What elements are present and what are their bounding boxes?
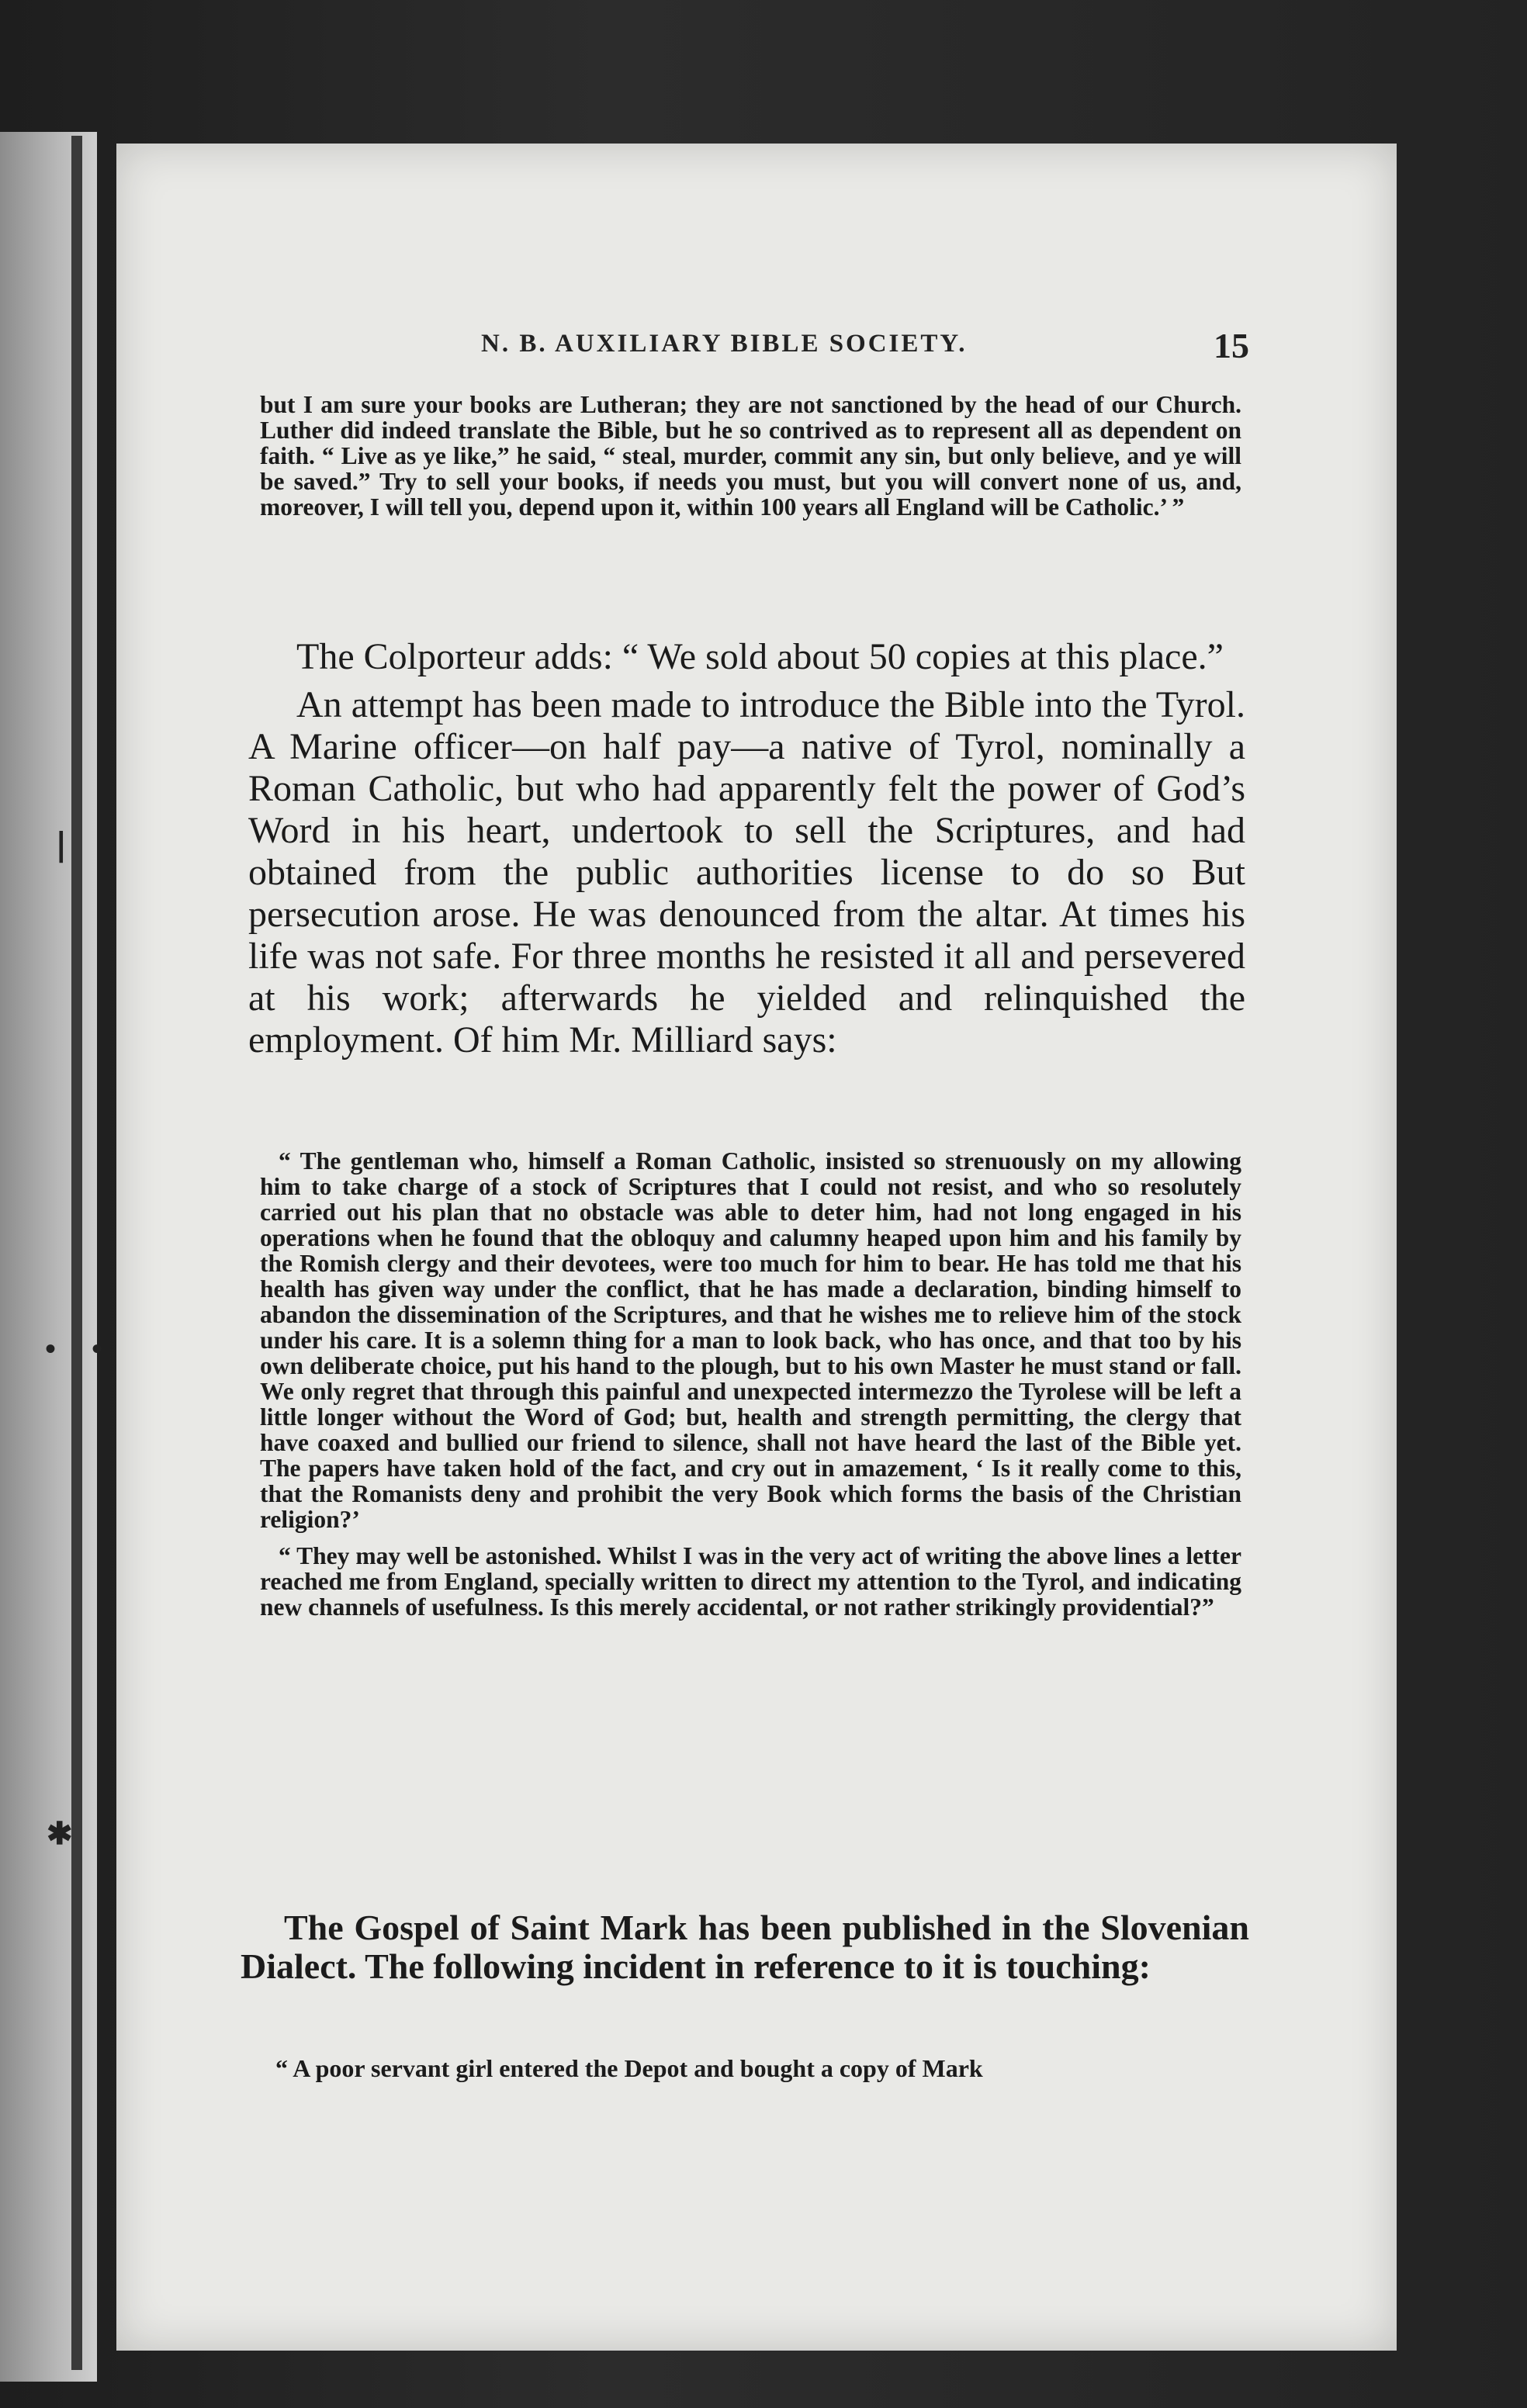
margin-mark: • xyxy=(92,1331,103,1366)
paragraph: The Gospel of Saint Mark has been published in the Slovenian Dialect. The following incident in reference to it is touching: xyxy=(241,1908,1249,1986)
quote-block xyxy=(260,1148,1241,1631)
margin-mark: ✱ xyxy=(47,1816,73,1851)
facing-page-edge xyxy=(0,132,97,2382)
body-text-block xyxy=(248,636,1245,1061)
quote-paragraph: but I am sure your books are Lutheran; they are not sanctioned by the head of our Church. Luther did indeed translate the Bible, but he so contrived as to represent all as dependent on faith. “ Live as ye like,” he said, “ steal, murder, commit any sin, but only believe, and ye will be saved.” Try to sell your books, if needs you must, but you will convert none of us, and, moreover, I will tell you, depend upon it, within 100 years all England will be Catholic.’ ” xyxy=(260,391,1241,521)
margin-mark: • xyxy=(45,1331,57,1366)
quote-block-continued xyxy=(260,392,1241,531)
bold-text-block xyxy=(241,1908,1249,1986)
quote-last-line: “ A poor servant girl entered the Depot and bought a copy of Mark xyxy=(275,2054,983,2082)
margin-mark: ❘ xyxy=(48,827,74,862)
running-head: N. B. AUXILIARY BIBLE SOCIETY. xyxy=(481,330,968,358)
book-gutter xyxy=(71,136,82,2370)
page-number: 15 xyxy=(1214,326,1249,365)
page-header xyxy=(248,326,1257,376)
paragraph: An attempt has been made to introduce the Bible into the Tyrol. A Marine officer—on half pay—a native of Tyrol, nominally a Roman Catholic, but who had apparently felt the power of God’s Word in his heart, undertook to sell the Scriptures, and had obtained from the public authorities license to do so But persecution arose. He was denounced from the altar. At times his life was not safe. For three months he resisted it all and persevered at his work; afterwards he yielded and relinquished the employment. Of him Mr. Milliard says: xyxy=(248,684,1245,1060)
paragraph: The Colporteur adds: “ We sold about 50 copies at this place.” xyxy=(296,636,1224,677)
quote-paragraph: “ They may well be astonished. Whilst I was in the very act of writing the above lines a letter reached me from England, specially written to direct my attention to the Tyrol, and indicating new channels of usefulness. Is this merely accidental, or not rather strikingly providential?” xyxy=(260,1542,1241,1621)
quote-paragraph: “ The gentleman who, himself a Roman Catholic, insisted so strenuously on my allowing him to take charge of a stock of Scriptures that I could not resist, and who so resolutely carried out his plan that no obstacle was able to deter him, had not long engaged in his operations when he found that the obloquy and calumny heaped upon him and his family by the Romish clergy and their devotees, were too much for him to bear. He has told me that his health has given way under the conflict, that he has made a declaration, binding himself to abandon the dissemination of the Scriptures, and that he wishes me to relieve him of the stock under his care. It is a solemn thing for a man to look back, who has once, and that too by his own deliberate choice, put his hand to the plough, but to his own Master he must stand or fall. We only regret that through this painful and unexpected intermezzo the Tyrolese will be left a little longer without the Word of God; but, health and strength permitting, the clergy that have coaxed and bullied our friend to silence, shall not have heard the last of the Bible yet. The papers have taken hold of the fact, and cry out in amazement, ‘ Is it really come to this, that the Romanists deny and prohibit the very Book which forms the basis of the Christian religion?’ xyxy=(260,1147,1241,1533)
